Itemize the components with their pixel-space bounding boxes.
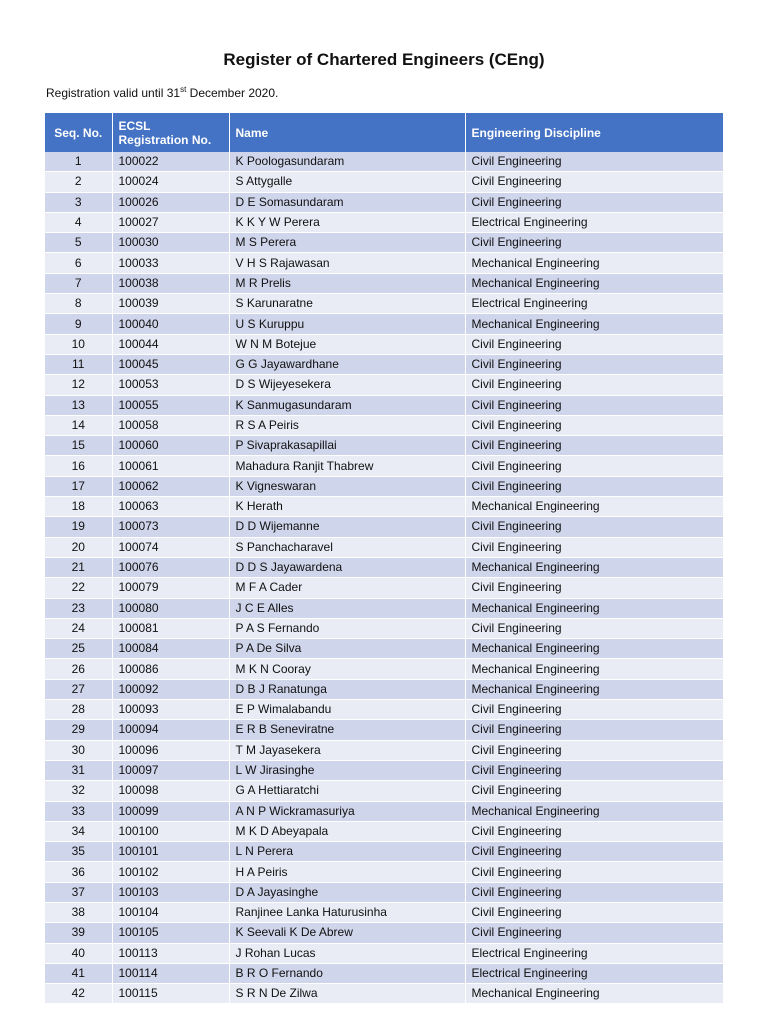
seq-no-cell: 38 (45, 902, 112, 922)
table-row (45, 923, 723, 943)
name-cell: D B J Ranatunga (229, 679, 465, 699)
table-row (45, 700, 723, 720)
seq-no-cell: 15 (45, 436, 112, 456)
discipline-cell: Mechanical Engineering (465, 557, 723, 577)
discipline-cell: Civil Engineering (465, 618, 723, 638)
header-seq-no: Seq. No. (45, 113, 112, 152)
seq-no-cell: 37 (45, 882, 112, 902)
table-row (45, 882, 723, 902)
name-cell: P A De Silva (229, 639, 465, 659)
name-cell: U S Kuruppu (229, 314, 465, 334)
page-title: Register of Chartered Engineers (CEng) (223, 50, 545, 69)
registration-no-cell: 100062 (112, 476, 229, 496)
registration-no-cell: 100063 (112, 497, 229, 517)
registration-no-cell: 100022 (112, 152, 229, 172)
table-row (45, 537, 723, 557)
table-row (45, 578, 723, 598)
discipline-cell: Mechanical Engineering (465, 598, 723, 618)
registration-no-cell: 100092 (112, 679, 229, 699)
name-cell: T M Jayasekera (229, 740, 465, 760)
name-cell: L N Perera (229, 842, 465, 862)
table-row (45, 172, 723, 192)
discipline-cell: Civil Engineering (465, 415, 723, 435)
header-registration-no: ECSL Registration No. (112, 113, 229, 152)
discipline-cell: Mechanical Engineering (465, 273, 723, 293)
name-cell: E P Wimalabandu (229, 700, 465, 720)
header-name: Name (229, 113, 465, 152)
table-row (45, 842, 723, 862)
name-cell: J Rohan Lucas (229, 943, 465, 963)
seq-no-cell: 29 (45, 720, 112, 740)
discipline-cell: Electrical Engineering (465, 963, 723, 983)
validity-prefix: Registration valid until 31 (46, 86, 181, 100)
name-cell: G A Hettiaratchi (229, 781, 465, 801)
table-row (45, 902, 723, 922)
registration-no-cell: 100102 (112, 862, 229, 882)
table-row (45, 659, 723, 679)
name-cell: R S A Peiris (229, 415, 465, 435)
seq-no-cell: 3 (45, 192, 112, 212)
seq-no-cell: 39 (45, 923, 112, 943)
seq-no-cell: 5 (45, 233, 112, 253)
registration-no-cell: 100038 (112, 273, 229, 293)
name-cell: S R N De Zilwa (229, 984, 465, 1004)
discipline-cell: Mechanical Engineering (465, 639, 723, 659)
discipline-cell: Civil Engineering (465, 172, 723, 192)
name-cell: D A Jayasinghe (229, 882, 465, 902)
table-row (45, 375, 723, 395)
name-cell: D D S Jayawardena (229, 557, 465, 577)
seq-no-cell: 6 (45, 253, 112, 273)
name-cell: D S Wijeyesekera (229, 375, 465, 395)
name-cell: K Poologasundaram (229, 152, 465, 172)
name-cell: S Karunaratne (229, 294, 465, 314)
seq-no-cell: 35 (45, 842, 112, 862)
registration-no-cell: 100097 (112, 760, 229, 780)
seq-no-cell: 26 (45, 659, 112, 679)
table-row (45, 781, 723, 801)
seq-no-cell: 36 (45, 862, 112, 882)
table-row (45, 862, 723, 882)
discipline-cell: Civil Engineering (465, 821, 723, 841)
discipline-cell: Civil Engineering (465, 334, 723, 354)
name-cell: K Seevali K De Abrew (229, 923, 465, 943)
registration-no-cell: 100081 (112, 618, 229, 638)
name-cell: S Panchacharavel (229, 537, 465, 557)
registration-no-cell: 100030 (112, 233, 229, 253)
registration-no-cell: 100076 (112, 557, 229, 577)
table-row (45, 679, 723, 699)
table-row (45, 984, 723, 1004)
name-cell: H A Peiris (229, 862, 465, 882)
table-row (45, 436, 723, 456)
discipline-cell: Civil Engineering (465, 923, 723, 943)
discipline-cell: Mechanical Engineering (465, 801, 723, 821)
discipline-cell: Civil Engineering (465, 192, 723, 212)
seq-no-cell: 13 (45, 395, 112, 415)
discipline-cell: Civil Engineering (465, 862, 723, 882)
name-cell: M S Perera (229, 233, 465, 253)
seq-no-cell: 10 (45, 334, 112, 354)
table-row (45, 801, 723, 821)
registration-no-cell: 100044 (112, 334, 229, 354)
name-cell: K Sanmugasundaram (229, 395, 465, 415)
registration-no-cell: 100027 (112, 212, 229, 232)
seq-no-cell: 30 (45, 740, 112, 760)
discipline-cell: Civil Engineering (465, 700, 723, 720)
table-row (45, 294, 723, 314)
seq-no-cell: 27 (45, 679, 112, 699)
discipline-cell: Mechanical Engineering (465, 679, 723, 699)
table-row (45, 943, 723, 963)
registration-no-cell: 100055 (112, 395, 229, 415)
seq-no-cell: 18 (45, 497, 112, 517)
name-cell: G G Jayawardhane (229, 354, 465, 374)
name-cell: M R Prelis (229, 273, 465, 293)
discipline-cell: Civil Engineering (465, 740, 723, 760)
table-row (45, 395, 723, 415)
table-row (45, 497, 723, 517)
registration-no-cell: 100061 (112, 456, 229, 476)
table-row (45, 192, 723, 212)
validity-note (46, 85, 278, 100)
name-cell: M K D Abeyapala (229, 821, 465, 841)
seq-no-cell: 23 (45, 598, 112, 618)
table-row (45, 517, 723, 537)
name-cell: M F A Cader (229, 578, 465, 598)
discipline-cell: Mechanical Engineering (465, 659, 723, 679)
name-cell: K K Y W Perera (229, 212, 465, 232)
discipline-cell: Civil Engineering (465, 354, 723, 374)
registration-no-cell: 100053 (112, 375, 229, 395)
name-cell: M K N Cooray (229, 659, 465, 679)
table-row (45, 598, 723, 618)
seq-no-cell: 16 (45, 456, 112, 476)
table-row (45, 618, 723, 638)
engineers-table (45, 113, 723, 1004)
seq-no-cell: 40 (45, 943, 112, 963)
registration-no-cell: 100086 (112, 659, 229, 679)
table-row (45, 639, 723, 659)
name-cell: L W Jirasinghe (229, 760, 465, 780)
registration-no-cell: 100033 (112, 253, 229, 273)
discipline-cell: Civil Engineering (465, 436, 723, 456)
registration-no-cell: 100024 (112, 172, 229, 192)
discipline-cell: Civil Engineering (465, 902, 723, 922)
discipline-cell: Electrical Engineering (465, 212, 723, 232)
seq-no-cell: 14 (45, 415, 112, 435)
name-cell: A N P Wickramasuriya (229, 801, 465, 821)
registration-no-cell: 100039 (112, 294, 229, 314)
registration-no-cell: 100074 (112, 537, 229, 557)
header-discipline: Engineering Discipline (465, 113, 723, 152)
table-row (45, 212, 723, 232)
table-row (45, 152, 723, 172)
registration-no-cell: 100104 (112, 902, 229, 922)
registration-no-cell: 100101 (112, 842, 229, 862)
discipline-cell: Mechanical Engineering (465, 253, 723, 273)
table-row (45, 557, 723, 577)
table-row (45, 963, 723, 983)
table-row (45, 720, 723, 740)
seq-no-cell: 11 (45, 354, 112, 374)
name-cell: Mahadura Ranjit Thabrew (229, 456, 465, 476)
seq-no-cell: 22 (45, 578, 112, 598)
discipline-cell: Civil Engineering (465, 152, 723, 172)
seq-no-cell: 9 (45, 314, 112, 334)
table-header (45, 113, 723, 152)
seq-no-cell: 19 (45, 517, 112, 537)
registration-no-cell: 100103 (112, 882, 229, 902)
table-row (45, 334, 723, 354)
seq-no-cell: 7 (45, 273, 112, 293)
seq-no-cell: 24 (45, 618, 112, 638)
registration-no-cell: 100105 (112, 923, 229, 943)
name-cell: D D Wijemanne (229, 517, 465, 537)
validity-sup: st (180, 85, 187, 94)
registration-no-cell: 100115 (112, 984, 229, 1004)
name-cell: K Vigneswaran (229, 476, 465, 496)
table-row (45, 821, 723, 841)
discipline-cell: Civil Engineering (465, 882, 723, 902)
discipline-cell: Civil Engineering (465, 781, 723, 801)
seq-no-cell: 21 (45, 557, 112, 577)
discipline-cell: Civil Engineering (465, 578, 723, 598)
seq-no-cell: 2 (45, 172, 112, 192)
discipline-cell: Civil Engineering (465, 517, 723, 537)
name-cell: W N M Botejue (229, 334, 465, 354)
seq-no-cell: 32 (45, 781, 112, 801)
discipline-cell: Civil Engineering (465, 233, 723, 253)
seq-no-cell: 12 (45, 375, 112, 395)
registration-no-cell: 100080 (112, 598, 229, 618)
table-row (45, 253, 723, 273)
seq-no-cell: 1 (45, 152, 112, 172)
registration-no-cell: 100096 (112, 740, 229, 760)
registration-no-cell: 100113 (112, 943, 229, 963)
validity-suffix: December 2020. (186, 86, 279, 100)
name-cell: V H S Rajawasan (229, 253, 465, 273)
discipline-cell: Civil Engineering (465, 760, 723, 780)
seq-no-cell: 31 (45, 760, 112, 780)
name-cell: D E Somasundaram (229, 192, 465, 212)
seq-no-cell: 28 (45, 700, 112, 720)
table-row (45, 233, 723, 253)
discipline-cell: Civil Engineering (465, 842, 723, 862)
registration-no-cell: 100073 (112, 517, 229, 537)
discipline-cell: Civil Engineering (465, 395, 723, 415)
seq-no-cell: 41 (45, 963, 112, 983)
table-row (45, 760, 723, 780)
discipline-cell: Civil Engineering (465, 720, 723, 740)
seq-no-cell: 4 (45, 212, 112, 232)
seq-no-cell: 42 (45, 984, 112, 1004)
name-cell: B R O Fernando (229, 963, 465, 983)
registration-no-cell: 100084 (112, 639, 229, 659)
table-row (45, 740, 723, 760)
seq-no-cell: 33 (45, 801, 112, 821)
table-body (45, 152, 723, 1004)
discipline-cell: Civil Engineering (465, 537, 723, 557)
name-cell: P A S Fernando (229, 618, 465, 638)
discipline-cell: Mechanical Engineering (465, 314, 723, 334)
registration-no-cell: 100045 (112, 354, 229, 374)
table-row (45, 456, 723, 476)
registration-no-cell: 100098 (112, 781, 229, 801)
name-cell: P Sivaprakasapillai (229, 436, 465, 456)
table-row (45, 314, 723, 334)
registration-no-cell: 100100 (112, 821, 229, 841)
table-row (45, 273, 723, 293)
name-cell: K Herath (229, 497, 465, 517)
registration-no-cell: 100040 (112, 314, 229, 334)
seq-no-cell: 8 (45, 294, 112, 314)
table-row (45, 354, 723, 374)
discipline-cell: Mechanical Engineering (465, 497, 723, 517)
seq-no-cell: 34 (45, 821, 112, 841)
registration-no-cell: 100094 (112, 720, 229, 740)
seq-no-cell: 25 (45, 639, 112, 659)
registration-no-cell: 100093 (112, 700, 229, 720)
discipline-cell: Civil Engineering (465, 375, 723, 395)
seq-no-cell: 20 (45, 537, 112, 557)
name-cell: S Attygalle (229, 172, 465, 192)
registration-no-cell: 100026 (112, 192, 229, 212)
registration-no-cell: 100079 (112, 578, 229, 598)
discipline-cell: Mechanical Engineering (465, 984, 723, 1004)
name-cell: Ranjinee Lanka Haturusinha (229, 902, 465, 922)
registration-no-cell: 100060 (112, 436, 229, 456)
name-cell: J C E Alles (229, 598, 465, 618)
seq-no-cell: 17 (45, 476, 112, 496)
registration-no-cell: 100099 (112, 801, 229, 821)
discipline-cell: Civil Engineering (465, 456, 723, 476)
name-cell: E R B Seneviratne (229, 720, 465, 740)
table-row (45, 476, 723, 496)
discipline-cell: Electrical Engineering (465, 943, 723, 963)
header-row (45, 113, 723, 152)
discipline-cell: Electrical Engineering (465, 294, 723, 314)
registration-no-cell: 100114 (112, 963, 229, 983)
registration-no-cell: 100058 (112, 415, 229, 435)
discipline-cell: Civil Engineering (465, 476, 723, 496)
table-row (45, 415, 723, 435)
